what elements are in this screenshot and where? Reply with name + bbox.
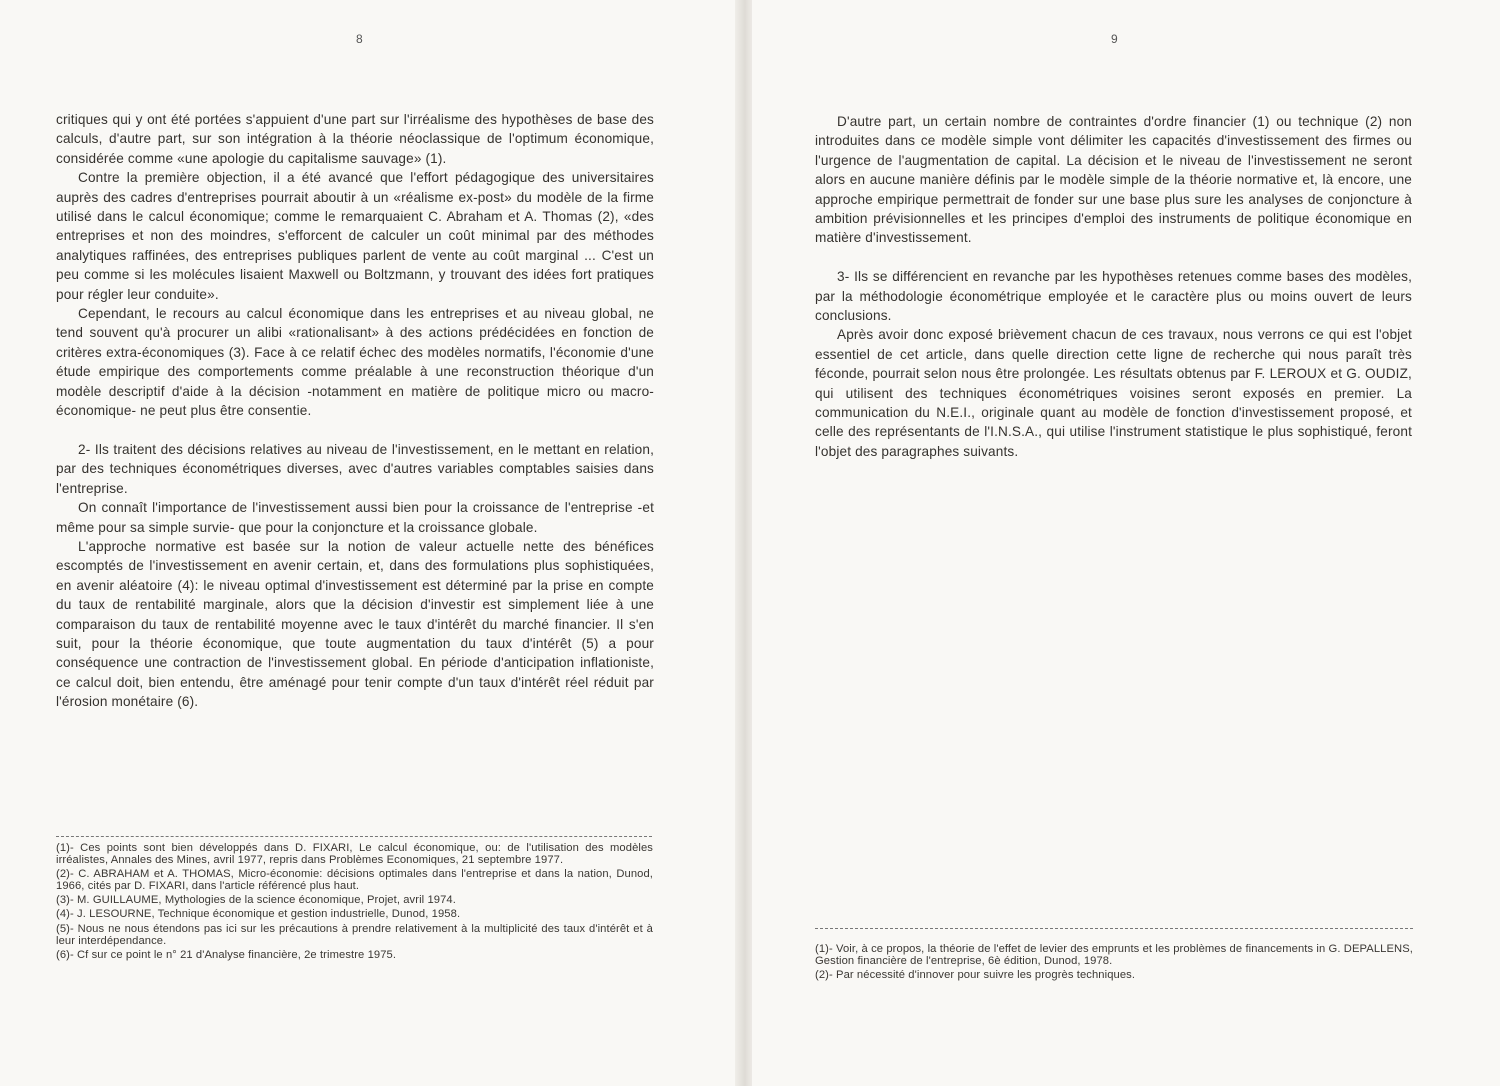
body-text	[815, 112, 1412, 461]
page-number: 8	[356, 32, 363, 46]
footnote: (1)- Ces points sont bien développés dans D. FIXARI, Le calcul économique, ou: de l'utilisation des modèles irréalistes, Annales des Mines, avril 1977, repris dans Problèmes Economiques, 21 septembre 1977.	[56, 842, 653, 866]
paragraph: L'approche normative est basée sur la notion de valeur actuelle nette des bénéfices escomptés de l'investissement en avenir certain, et, dans des formulations plus sophistiquées, en avenir aléatoire (4): le niveau optimal d'investissement est déterminé par la prise en compte du taux de rentabilité marginale, alors que la décision d'investir est simplement liée à une comparaison du taux de rentabilité moyenne avec le taux d'intérêt du marché financier. Il s'en suit, pour la théorie économique, que toute augmentation du taux d'intérêt (5) a pour conséquence une contraction de l'investissement global. En période d'anticipation inflationiste, ce calcul doit, bien entendu, être aménagé pour tenir compte d'un taux d'intérêt réel réduit par l'érosion monétaire (6).	[56, 538, 654, 710]
footnote: (2)- C. ABRAHAM et A. THOMAS, Micro-économie: décisions optimales dans l'entreprise et dans la nation, Dunod, 1966, cités par D. FIXARI, dans l'article référencé plus haut.	[56, 868, 653, 892]
paragraph: D'autre part, un certain nombre de contraintes d'ordre financier (1) ou technique (2) non introduites dans ce modèle simple vont délimiter les capacités d'investissement des firmes ou l'urgence de l'augmentation de capital. La décision et le niveau de l'investissement ne seront alors en aucune manière définis par le modèle simple de la théorie normative et, là encore, une approche empirique permettrait de fonder sur une base plus sure les analyses de conjoncture à ambition prévisionnelles et les principes d'emploi des instruments de politique économique en matière d'investissement.	[815, 114, 1412, 246]
footnote-divider	[56, 836, 652, 837]
paragraph: 3- Ils se différencient en revanche par les hypothèses retenues comme bases des modèles, par la méthodologie économétrique employée et le caractère plus ou moins ouvert de leurs conclusions.	[815, 269, 1412, 324]
footnotes	[815, 944, 1413, 984]
paragraph: On connaît l'importance de l'investissement aussi bien pour la croissance de l'entreprise -et même pour sa simple survie- que pour la conjoncture et la croissance globale.	[56, 500, 654, 535]
paragraph: Contre la première objection, il a été avancé que l'effort pédagogique des universitaires auprès des cadres d'entreprises pourrait aboutir à un «réalisme ex-post» du modèle de la firme utilisé dans le calcul économique; comme le remarquaient C. Abraham et A. Thomas (2), «des entreprises et non des moindres, s'efforcent de calculer un coût minimal par des méthodes analytiques raffinées, des entreprises publiques parlent de vente au coût marginal ... C'est un peu comme si les molécules lisaient Maxwell ou Boltzmann, y trouvant des idées fort pratiques pour régler leur conduite».	[56, 170, 654, 302]
paragraph: Après avoir donc exposé brièvement chacun de ces travaux, nous verrons ce qui est l'objet essentiel de cet article, dans quelle direction cette ligne de recherche qui nous paraît très féconde, pourrait selon nous être prolongée. Les résultats obtenus par F. LEROUX et G. OUDIZ, qui utilisent des techniques économétriques voisines seront exposés en premier. La communication du N.E.I., originale quant au modèle de fonction d'investissement proposé, et celle des représentants de l'I.N.S.A., qui utilise l'instrument statistique le plus sophistiqué, feront l'objet des paragraphes suivants.	[815, 327, 1412, 459]
page-number: 9	[1111, 32, 1118, 46]
body-text	[56, 110, 654, 712]
left-page	[0, 0, 742, 1086]
paragraph: critiques qui y ont été portées s'appuient d'une part sur l'irréalisme des hypothèses de base des calculs, d'autre part, sur son intégration à la théorie néoclassique de l'optimum économique, considérée comme «une apologie du capitalisme sauvage» (1).	[56, 112, 654, 166]
footnote: (4)- J. LESOURNE, Technique économique et gestion industrielle, Dunod, 1958.	[56, 908, 461, 921]
footnote: (1)- Voir, à ce propos, la théorie de l'effet de levier des emprunts et les problèmes de financements in G. DEPALLENS, Gestion financière de l'entreprise, 6è édition, Dunod, 1978.	[815, 943, 1413, 967]
footnote: (3)- M. GUILLAUME, Mythologies de la science économique, Projet, avril 1974.	[56, 894, 456, 907]
right-page	[752, 0, 1500, 1086]
paragraph: 2- Ils traitent des décisions relatives au niveau de l'investissement, en le mettant en relation, par des techniques économétriques diverses, avec d'autres variables comptables saisies dans l'entreprise.	[56, 441, 654, 496]
footnotes	[56, 843, 653, 964]
footnote: (6)- Cf sur ce point le n° 21 d'Analyse financière, 2e trimestre 1975.	[56, 948, 397, 961]
footnote-divider	[815, 928, 1413, 929]
paragraph: Cependant, le recours au calcul économique dans les entreprises et au niveau global, ne tend souvent qu'à procurer un alibi «rationalisant» à des actions prédécidées en fonction de critères extra-économiques (3). Face à ce relatif échec des modèles normatifs, l'économie d'une étude empirique des comportements comme préalable à une reconstruction théorique d'un modèle descriptif d'aide à la décision -notamment en matière de politique micro ou macro-économique- ne peut plus être consentie.	[56, 306, 654, 419]
footnote: (5)- Nous ne nous étendons pas ici sur les précautions à prendre relativement à la multiplicité des taux d'intérêt et à leur interdépendance.	[56, 922, 653, 947]
footnote: (2)- Par nécessité d'innover pour suivre les progrès techniques.	[815, 969, 1136, 982]
